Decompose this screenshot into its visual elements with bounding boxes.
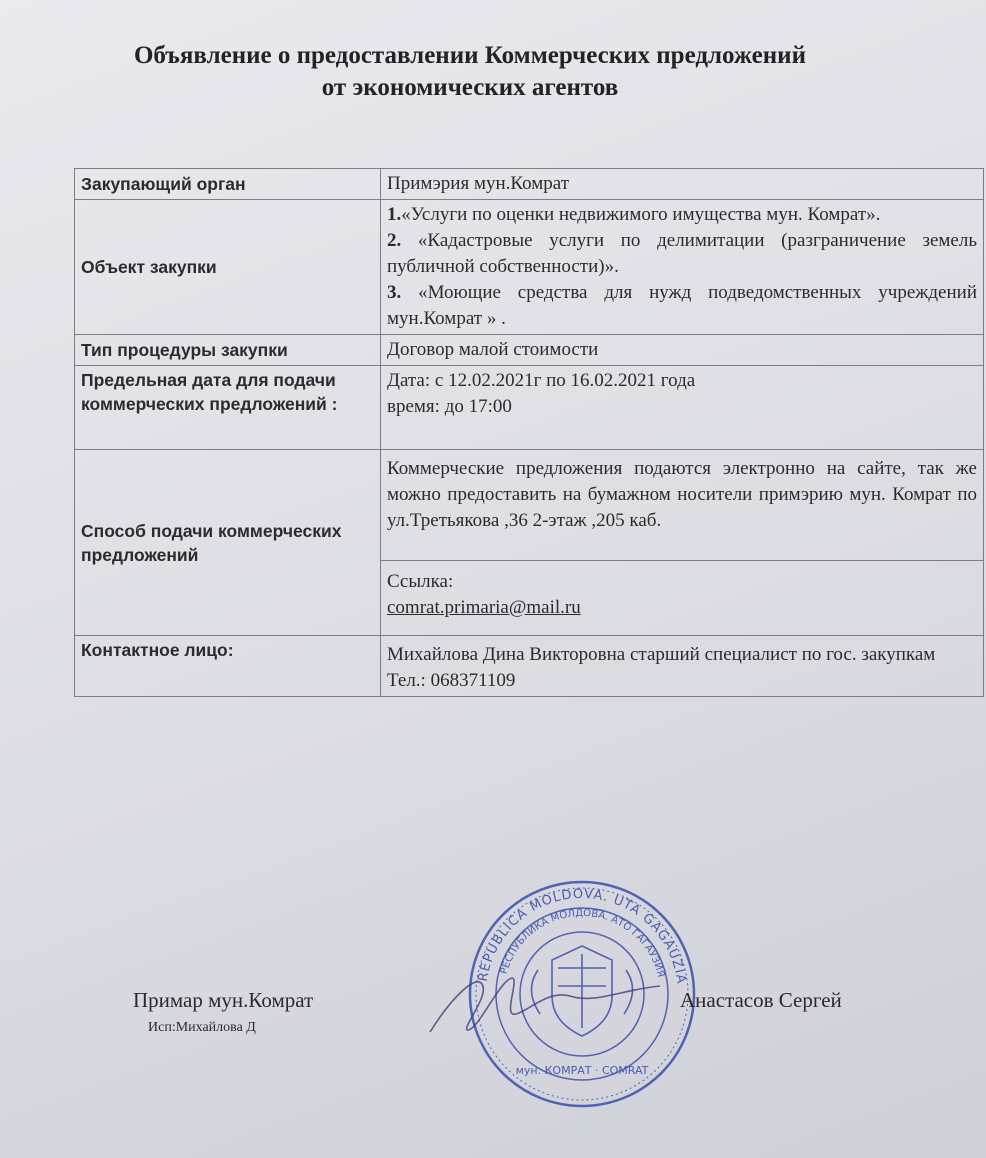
- mayor-label: Примар мун.Комрат: [133, 988, 314, 1012]
- object-value: [381, 200, 984, 335]
- contact-value: [381, 636, 984, 697]
- object-item-3: 3. «Моющие средства для нужд подведомственных учреждений мун.Комрат » .: [387, 282, 977, 329]
- procurement-table: [74, 168, 984, 697]
- email-link[interactable]: comrat.primaria@mail.ru: [387, 597, 581, 618]
- deadline-date: Дата: с 12.02.2021г по 16.02.2021 года: [387, 370, 696, 391]
- contact-text: Михайлова Дина Викторовна старший специалист по гос. закупкам: [387, 644, 936, 665]
- procedure-label: Тип процедуры закупки: [75, 335, 381, 366]
- row-buyer: [75, 169, 984, 200]
- object-label: Объект закупки: [75, 200, 381, 335]
- row-contact: [75, 636, 984, 697]
- submission-value: [381, 450, 984, 636]
- submission-text: Коммерческие предложения подаются электронно на сайте, так же можно предоставить на бумажном носители примэрию мун. Комрат по ул.Третьякова ,36 2-этаж ,205 каб.: [387, 458, 977, 531]
- submission-link-block: [381, 560, 983, 633]
- deadline-label: Предельная дата для подачи коммерческих предложений :: [75, 366, 381, 450]
- row-procedure: [75, 335, 984, 366]
- row-object: [75, 200, 984, 335]
- stamp-bottom-text: мун. КОМРАТ · COMRAT: [515, 1064, 649, 1077]
- page-title: [30, 40, 910, 104]
- stamp-inner-text: РЕСПУБЛИКА МОЛДОВА. АТО ГАГАУЗИЯ: [498, 907, 667, 979]
- signature-icon: [420, 960, 680, 1050]
- row-submission: [75, 450, 984, 636]
- deadline-value: [381, 366, 984, 450]
- stamp-outer-text: REPUBLICA MOLDOVA. UTA GAGAUZIA: [475, 886, 689, 986]
- buyer-label: Закупающий орган: [75, 169, 381, 200]
- object-item-2: 2. «Кадастровые услуги по делимитации (разграничение земель публичной собственности)».: [387, 230, 977, 277]
- row-deadline: [75, 366, 984, 450]
- signer-name: Анастасов Сергей: [680, 988, 842, 1012]
- link-label: Ссылка:: [387, 571, 454, 592]
- deadline-time: время: до 17:00: [387, 396, 512, 417]
- procedure-value: Договор малой стоимости: [381, 335, 984, 366]
- contact-label: Контактное лицо:: [75, 636, 381, 697]
- executor-label: Исп:Михайлова Д: [148, 1020, 256, 1035]
- title-line-1: Объявление о предоставлении Коммерческих предложений: [133, 42, 806, 69]
- buyer-value: Примэрия мун.Комрат: [381, 169, 984, 200]
- contact-phone: Тел.: 068371109: [387, 670, 516, 691]
- submission-label: Способ подачи коммерческих предложений: [75, 450, 381, 636]
- object-item-1: 1.«Услуги по оценки недвижимого имущества мун. Комрат».: [387, 204, 881, 225]
- title-line-2: от экономических агентов: [321, 74, 619, 101]
